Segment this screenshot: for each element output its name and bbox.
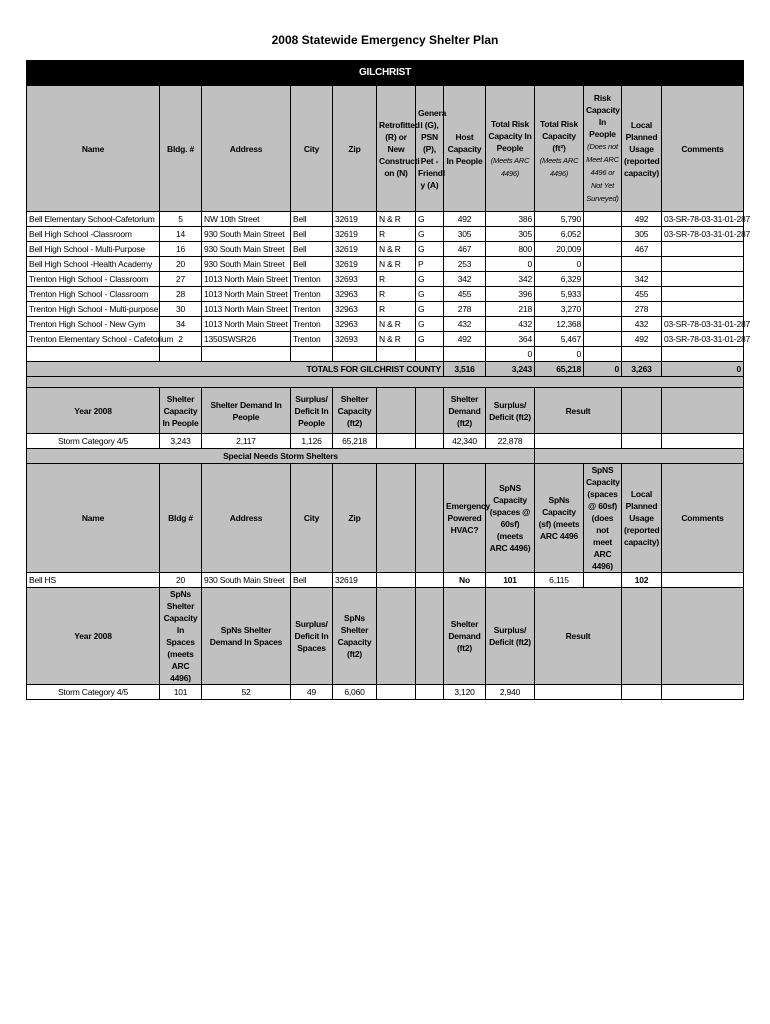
cell-risk-people bbox=[584, 302, 622, 317]
header-risk-people bbox=[584, 86, 622, 212]
summary-header-demand: Shelter Demand In People bbox=[202, 388, 291, 434]
summary-header-blank bbox=[377, 388, 416, 434]
cell-total-risk-people: 0 bbox=[486, 257, 535, 272]
header-zip: Zip bbox=[333, 86, 377, 212]
sn-summary-header-blank bbox=[377, 588, 416, 685]
sn-header-blank bbox=[377, 464, 416, 573]
cell-comments bbox=[662, 287, 744, 302]
cell-local: 467 bbox=[622, 242, 662, 257]
sn-summary-header-demand-ft2: Shelter Demand (ft2) bbox=[444, 588, 486, 685]
cell-host: 253 bbox=[444, 257, 486, 272]
sn-address: 930 South Main Street bbox=[202, 573, 291, 588]
cell-host: 342 bbox=[444, 272, 486, 287]
cell-risk-people bbox=[584, 347, 622, 362]
header-general: Genera l (G), PSN (P), Pet -Friendl y (A) bbox=[416, 86, 444, 212]
sn-hvac: No bbox=[444, 573, 486, 588]
cell-zip: 32619 bbox=[333, 257, 377, 272]
cell-city: Trenton bbox=[291, 287, 333, 302]
header-total-risk-ft2 bbox=[535, 86, 584, 212]
cell-city: Bell bbox=[291, 257, 333, 272]
table-row bbox=[27, 347, 744, 362]
table-row bbox=[27, 242, 744, 257]
summary-label: Storm Category 4/5 bbox=[27, 434, 160, 449]
cell-comments: 03-SR-78-03-31-01-287 bbox=[662, 332, 744, 347]
special-needs-row bbox=[27, 573, 744, 588]
cell-zip: 32963 bbox=[333, 287, 377, 302]
cell-host: 455 bbox=[444, 287, 486, 302]
special-needs-header-row bbox=[27, 464, 744, 573]
cell-comments: 03-SR-78-03-31-01-287 bbox=[662, 212, 744, 227]
cell-total-risk-people: 342 bbox=[486, 272, 535, 287]
cell-bldg: 20 bbox=[160, 257, 202, 272]
cell-bldg: 27 bbox=[160, 272, 202, 287]
cell-address: NW 10th Street bbox=[202, 212, 291, 227]
sn-header-city: City bbox=[291, 464, 333, 573]
sn-header-name: Name bbox=[27, 464, 160, 573]
summary-blank bbox=[662, 434, 744, 449]
cell-general bbox=[416, 347, 444, 362]
cell-address: 1013 North Main Street bbox=[202, 272, 291, 287]
header-total-risk-people bbox=[486, 86, 535, 212]
cell-total-risk-ft2: 20,009 bbox=[535, 242, 584, 257]
sn-header-hvac: Emergency Powered HVAC? bbox=[444, 464, 486, 573]
cell-total-risk-ft2: 3,270 bbox=[535, 302, 584, 317]
totals-total-risk-ft2: 65,218 bbox=[535, 362, 584, 377]
cell-total-risk-people: 800 bbox=[486, 242, 535, 257]
sn-blank bbox=[377, 573, 416, 588]
table-row bbox=[27, 257, 744, 272]
cell-name: Trenton High School - Multi-purpose bbox=[27, 302, 160, 317]
sn-summary-header-demand: SpNs Shelter Demand In Spaces bbox=[202, 588, 291, 685]
cell-retrofitted: N & R bbox=[377, 242, 416, 257]
cell-risk-people bbox=[584, 227, 622, 242]
cell-retrofitted: N & R bbox=[377, 257, 416, 272]
sn-summary-label: Storm Category 4/5 bbox=[27, 685, 160, 700]
sn-summary-header-surplus: Surplus/ Deficit In Spaces bbox=[291, 588, 333, 685]
cell-host: 467 bbox=[444, 242, 486, 257]
sn-summary-blank bbox=[416, 685, 444, 700]
header-bldg: Bldg. # bbox=[160, 86, 202, 212]
cell-bldg: 16 bbox=[160, 242, 202, 257]
cell-address: 930 South Main Street bbox=[202, 257, 291, 272]
cell-local: 305 bbox=[622, 227, 662, 242]
sn-summary-blank bbox=[622, 685, 662, 700]
cell-bldg: 14 bbox=[160, 227, 202, 242]
cell-risk-people bbox=[584, 212, 622, 227]
sn-local: 102 bbox=[622, 573, 662, 588]
cell-local: 492 bbox=[622, 332, 662, 347]
sn-header-bldg: Bldg # bbox=[160, 464, 202, 573]
sn-zip: 32619 bbox=[333, 573, 377, 588]
cell-local: 278 bbox=[622, 302, 662, 317]
sn-comments bbox=[662, 573, 744, 588]
cell-local: 432 bbox=[622, 317, 662, 332]
cell-address: 930 South Main Street bbox=[202, 242, 291, 257]
summary-surplus: 1,126 bbox=[291, 434, 333, 449]
cell-name: Bell High School -Classroom bbox=[27, 227, 160, 242]
cell-risk-people bbox=[584, 317, 622, 332]
cell-retrofitted bbox=[377, 347, 416, 362]
cell-retrofitted: N & R bbox=[377, 317, 416, 332]
sn-header-blank bbox=[416, 464, 444, 573]
header-host: Host Capacity In People bbox=[444, 86, 486, 212]
header-city: City bbox=[291, 86, 333, 212]
sn-summary-row bbox=[27, 685, 744, 700]
cell-general: G bbox=[416, 227, 444, 242]
spacer-row bbox=[27, 377, 744, 388]
cell-zip: 32619 bbox=[333, 212, 377, 227]
header-risk-people-label: Risk Capacity In People bbox=[586, 93, 620, 139]
table-row bbox=[27, 227, 744, 242]
cell-local bbox=[622, 257, 662, 272]
cell-total-risk-people: 218 bbox=[486, 302, 535, 317]
cell-retrofitted: R bbox=[377, 287, 416, 302]
cell-city: Trenton bbox=[291, 272, 333, 287]
cell-city: Bell bbox=[291, 242, 333, 257]
special-needs-title-blank bbox=[535, 449, 744, 464]
sn-header-zip: Zip bbox=[333, 464, 377, 573]
header-comments: Comments bbox=[662, 86, 744, 212]
cell-general: G bbox=[416, 272, 444, 287]
header-risk-people-note: (Does not Meet ARC 4496 or Not Yet Surveyed) bbox=[586, 142, 619, 203]
cell-total-risk-ft2: 5,790 bbox=[535, 212, 584, 227]
cell-city: Trenton bbox=[291, 332, 333, 347]
cell-general: G bbox=[416, 302, 444, 317]
sn-summary-header-capacity-ft2: SpNs Shelter Capacity (ft2) bbox=[333, 588, 377, 685]
table-row bbox=[27, 302, 744, 317]
cell-zip bbox=[333, 347, 377, 362]
sn-city: Bell bbox=[291, 573, 333, 588]
header-retrofitted: Retrofitted (R) or New Constructi on (N) bbox=[377, 86, 416, 212]
sn-header-capacity: SpNS Capacity (spaces @ 60sf) (meets ARC 4496) bbox=[486, 464, 535, 573]
cell-address: 1013 North Main Street bbox=[202, 317, 291, 332]
sn-header-comments: Comments bbox=[662, 464, 744, 573]
page-title: 2008 Statewide Emergency Shelter Plan bbox=[271, 33, 499, 47]
summary-header-capacity: Shelter Capacity In People bbox=[160, 388, 202, 434]
cell-risk-people bbox=[584, 287, 622, 302]
cell-total-risk-ft2: 5,933 bbox=[535, 287, 584, 302]
sn-summary-header-blank bbox=[622, 588, 662, 685]
table-row bbox=[27, 332, 744, 347]
cell-name: Trenton High School - Classroom bbox=[27, 287, 160, 302]
header-total-risk-people-note: (Meets ARC 4496) bbox=[490, 155, 530, 178]
summary-header-surplus-ft2: Surplus/ Deficit (ft2) bbox=[486, 388, 535, 434]
cell-total-risk-ft2: 5,467 bbox=[535, 332, 584, 347]
summary-header-demand-ft2: Shelter Demand (ft2) bbox=[444, 388, 486, 434]
summary-capacity: 3,243 bbox=[160, 434, 202, 449]
county-header-row bbox=[27, 61, 744, 86]
totals-label: TOTALS FOR GILCHRIST COUNTY bbox=[27, 362, 444, 377]
cell-general: P bbox=[416, 257, 444, 272]
sn-sf: 6,115 bbox=[535, 573, 584, 588]
cell-bldg: 28 bbox=[160, 287, 202, 302]
summary-surplus-ft2: 22,878 bbox=[486, 434, 535, 449]
cell-host: 278 bbox=[444, 302, 486, 317]
totals-risk-people: 0 bbox=[584, 362, 622, 377]
cell-address: 930 South Main Street bbox=[202, 227, 291, 242]
sn-summary-header-blank bbox=[662, 588, 744, 685]
header-total-risk-people-label: Total Risk Capacity In People bbox=[488, 118, 532, 153]
sn-summary-demand-ft2: 3,120 bbox=[444, 685, 486, 700]
sn-summary-blank bbox=[377, 685, 416, 700]
cell-risk-people bbox=[584, 272, 622, 287]
sn-summary-header-result: Result bbox=[535, 588, 622, 685]
cell-city bbox=[291, 347, 333, 362]
shelter-table bbox=[26, 60, 751, 700]
sn-summary-capacity: 101 bbox=[160, 685, 202, 700]
cell-total-risk-people: 386 bbox=[486, 212, 535, 227]
sn-blank bbox=[416, 573, 444, 588]
table-row bbox=[27, 212, 744, 227]
cell-total-risk-ft2: 0 bbox=[535, 257, 584, 272]
summary-header-row bbox=[27, 388, 744, 434]
cell-risk-people bbox=[584, 332, 622, 347]
summary-demand: 2,117 bbox=[202, 434, 291, 449]
cell-comments: 03-SR-78-03-31-01-287 bbox=[662, 317, 744, 332]
cell-total-risk-ft2: 12,368 bbox=[535, 317, 584, 332]
summary-blank bbox=[377, 434, 416, 449]
cell-local: 492 bbox=[622, 212, 662, 227]
header-total-risk-ft2-label: Total Risk Capacity (ft²) bbox=[540, 118, 578, 153]
cell-local: 342 bbox=[622, 272, 662, 287]
summary-capacity-ft2: 65,218 bbox=[333, 434, 377, 449]
cell-local: 455 bbox=[622, 287, 662, 302]
cell-zip: 32963 bbox=[333, 302, 377, 317]
summary-header-capacity-ft2: Shelter Capacity (ft2) bbox=[333, 388, 377, 434]
cell-retrofitted: N & R bbox=[377, 212, 416, 227]
summary-header-year: Year 2008 bbox=[27, 388, 160, 434]
cell-name: Trenton High School - Classroom bbox=[27, 272, 160, 287]
county-name: GILCHRIST bbox=[27, 61, 744, 86]
sn-summary-header-year: Year 2008 bbox=[27, 588, 160, 685]
summary-result bbox=[535, 434, 622, 449]
sn-summary-demand: 52 bbox=[202, 685, 291, 700]
totals-local: 3,263 bbox=[622, 362, 662, 377]
cell-zip: 32619 bbox=[333, 227, 377, 242]
cell-name: Bell Elementary School-Cafetorium bbox=[27, 212, 160, 227]
cell-comments bbox=[662, 257, 744, 272]
cell-host: 492 bbox=[444, 332, 486, 347]
cell-retrofitted: R bbox=[377, 272, 416, 287]
cell-city: Trenton bbox=[291, 317, 333, 332]
cell-total-risk-people: 305 bbox=[486, 227, 535, 242]
table-row bbox=[27, 272, 744, 287]
cell-risk-people bbox=[584, 242, 622, 257]
summary-row bbox=[27, 434, 744, 449]
summary-header-result: Result bbox=[535, 388, 622, 434]
sn-summary-result bbox=[535, 685, 622, 700]
cell-total-risk-ft2: 0 bbox=[535, 347, 584, 362]
cell-zip: 32963 bbox=[333, 317, 377, 332]
cell-host: 432 bbox=[444, 317, 486, 332]
sn-summary-header-capacity: SpNs Shelter Capacity In Spaces (meets ARC 4496) bbox=[160, 588, 202, 685]
cell-bldg: 2 bbox=[160, 332, 202, 347]
sn-header-address: Address bbox=[202, 464, 291, 573]
sn-summary-blank bbox=[662, 685, 744, 700]
sn-summary-header-surplus-ft2: Surplus/ Deficit (ft2) bbox=[486, 588, 535, 685]
cell-total-risk-people: 432 bbox=[486, 317, 535, 332]
sn-header-not: SpNS Capacity (spaces @ 60sf) (does not meet ARC 4496) bbox=[584, 464, 622, 573]
cell-bldg: 30 bbox=[160, 302, 202, 317]
cell-name: Trenton High School - New Gym bbox=[27, 317, 160, 332]
header-local: Local Planned Usage (reported capacity) bbox=[622, 86, 662, 212]
cell-name: Trenton Elementary School - Cafetorium bbox=[27, 332, 160, 347]
cell-risk-people bbox=[584, 257, 622, 272]
cell-bldg: 34 bbox=[160, 317, 202, 332]
cell-total-risk-people: 0 bbox=[486, 347, 535, 362]
totals-total-risk-people: 3,243 bbox=[486, 362, 535, 377]
summary-header-blank bbox=[622, 388, 662, 434]
sn-summary-surplus-ft2: 2,940 bbox=[486, 685, 535, 700]
cell-general: G bbox=[416, 332, 444, 347]
cell-zip: 32693 bbox=[333, 272, 377, 287]
cell-host: 492 bbox=[444, 212, 486, 227]
table-row bbox=[27, 287, 744, 302]
sn-summary-header-blank bbox=[416, 588, 444, 685]
cell-retrofitted: R bbox=[377, 302, 416, 317]
totals-comments: 0 bbox=[662, 362, 744, 377]
cell-local bbox=[622, 347, 662, 362]
summary-demand-ft2: 42,340 bbox=[444, 434, 486, 449]
cell-host bbox=[444, 347, 486, 362]
cell-address bbox=[202, 347, 291, 362]
cell-retrofitted: N & R bbox=[377, 332, 416, 347]
sn-header-sf: SpNs Capacity (sf) (meets ARC 4496 bbox=[535, 464, 584, 573]
cell-total-risk-ft2: 6,052 bbox=[535, 227, 584, 242]
cell-comments bbox=[662, 347, 744, 362]
summary-header-blank bbox=[416, 388, 444, 434]
cell-host: 305 bbox=[444, 227, 486, 242]
special-needs-title-row bbox=[27, 449, 744, 464]
sn-summary-capacity-ft2: 6,060 bbox=[333, 685, 377, 700]
summary-header-surplus: Surplus/ Deficit In People bbox=[291, 388, 333, 434]
cell-name bbox=[27, 347, 160, 362]
table-row bbox=[27, 317, 744, 332]
cell-general: G bbox=[416, 317, 444, 332]
cell-general: G bbox=[416, 212, 444, 227]
sn-summary-header-row bbox=[27, 588, 744, 685]
summary-header-blank bbox=[662, 388, 744, 434]
cell-name: Bell High School -Health Academy bbox=[27, 257, 160, 272]
sn-summary-surplus: 49 bbox=[291, 685, 333, 700]
special-needs-title: Special Needs Storm Shelters bbox=[27, 449, 535, 464]
sn-header-local: Local Planned Usage (reported capacity) bbox=[622, 464, 662, 573]
cell-address: 1013 North Main Street bbox=[202, 302, 291, 317]
cell-general: G bbox=[416, 287, 444, 302]
cell-comments bbox=[662, 272, 744, 287]
cell-address: 1013 North Main Street bbox=[202, 287, 291, 302]
totals-row bbox=[27, 362, 744, 377]
cell-comments: 03-SR-78-03-31-01-287 bbox=[662, 227, 744, 242]
cell-total-risk-people: 396 bbox=[486, 287, 535, 302]
cell-address: 1350SWSR26 bbox=[202, 332, 291, 347]
cell-bldg bbox=[160, 347, 202, 362]
cell-city: Bell bbox=[291, 227, 333, 242]
summary-blank bbox=[622, 434, 662, 449]
cell-zip: 32619 bbox=[333, 242, 377, 257]
sn-bldg: 20 bbox=[160, 573, 202, 588]
cell-bldg: 5 bbox=[160, 212, 202, 227]
column-header-row bbox=[27, 86, 744, 212]
sn-name: Bell HS bbox=[27, 573, 160, 588]
cell-general: G bbox=[416, 242, 444, 257]
cell-retrofitted: R bbox=[377, 227, 416, 242]
cell-name: Bell High School - Multi-Purpose bbox=[27, 242, 160, 257]
cell-comments bbox=[662, 302, 744, 317]
spacer bbox=[27, 377, 744, 388]
cell-total-risk-people: 364 bbox=[486, 332, 535, 347]
cell-total-risk-ft2: 6,329 bbox=[535, 272, 584, 287]
header-total-risk-ft2-note: (Meets ARC 4496) bbox=[539, 155, 579, 178]
sn-not bbox=[584, 573, 622, 588]
header-name: Name bbox=[27, 86, 160, 212]
totals-host: 3,516 bbox=[444, 362, 486, 377]
cell-zip: 32693 bbox=[333, 332, 377, 347]
sn-capacity: 101 bbox=[486, 573, 535, 588]
summary-blank bbox=[416, 434, 444, 449]
cell-comments bbox=[662, 242, 744, 257]
cell-city: Trenton bbox=[291, 302, 333, 317]
cell-city: Bell bbox=[291, 212, 333, 227]
header-address: Address bbox=[202, 86, 291, 212]
